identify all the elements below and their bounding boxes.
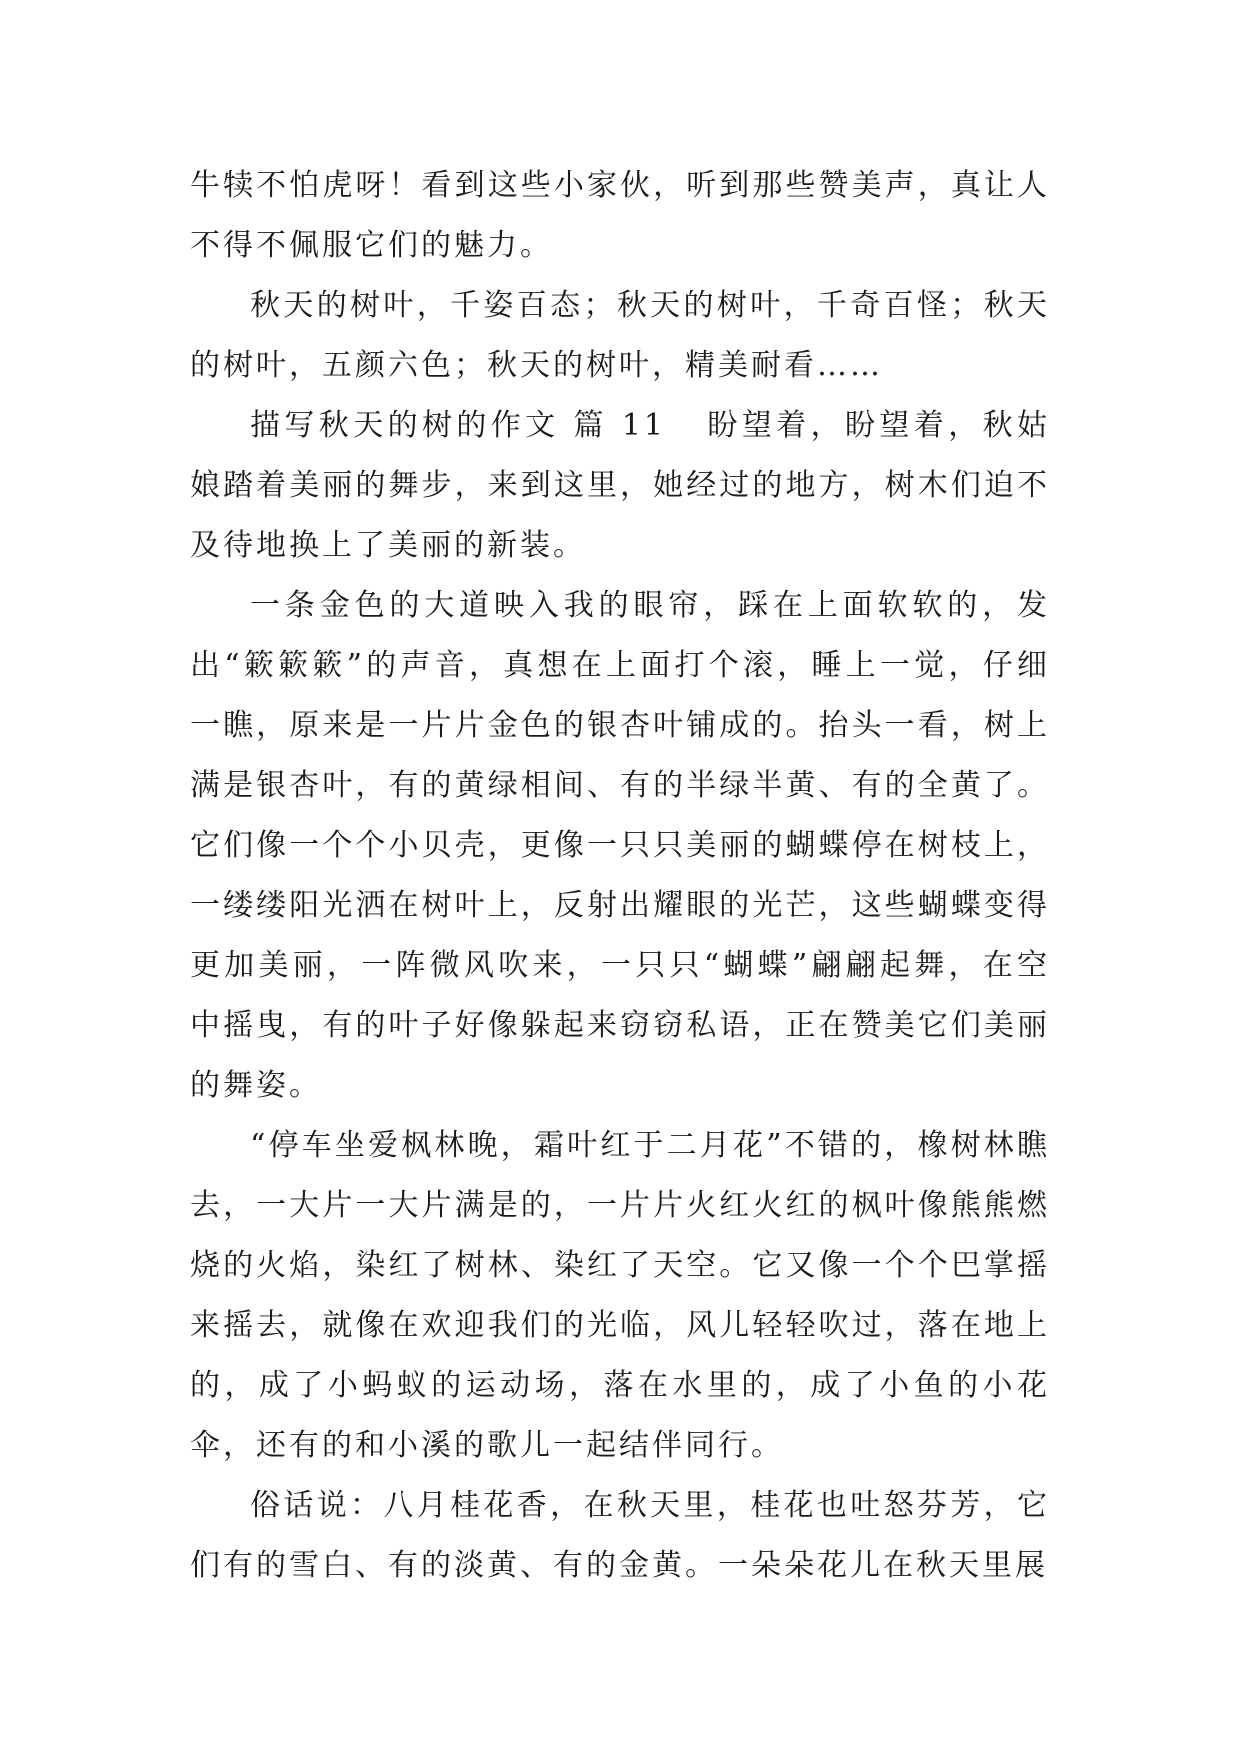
paragraph-2: 秋天的树叶，千姿百态；秋天的树叶，千奇百怪；秋天的树叶，五颜六色；秋天的树叶，精美耐看…… (190, 288, 1050, 383)
paragraph-1: 牛犊不怕虎呀！看到这些小家伙，听到那些赞美声，真让人不得不佩服它们的魅力。 (190, 168, 1050, 263)
paragraph-4: 一条金色的大道映入我的眼帘，踩在上面软软的，发出“簌簌簌”的声音，真想在上面打个滚，睡上一觉，仔细一瞧，原来是一片片金色的银杏叶铺成的。抬头一看，树上满是银杏叶，有的黄绿相间、有的半绿半黄、有的全黄了。它们像一个个小贝壳，更像一只只美丽的蝴蝶停在树枝上，一缕缕阳光洒在树叶上，反射出耀眼的光芒，这些蝴蝶变得更加美丽，一阵微风吹来，一只只“蝴蝶”翩翩起舞，在空中摇曳，有的叶子好像躲起来窃窃私语，正在赞美它们美丽的舞姿。 (190, 588, 1050, 1103)
paragraph-6: 俗话说：八月桂花香，在秋天里，桂花也吐怒芬芳，它们有的雪白、有的淡黄、有的金黄。一朵朵花儿在秋天里展 (190, 1488, 1050, 1583)
section-heading: 描写秋天的树的作文 篇 11 (250, 408, 667, 443)
document-body (190, 156, 1050, 1596)
paragraph-3-text: 盼望着，盼望着，秋姑娘踏着美丽的舞步，来到这里，她经过的地方，树木们迫不及待地换上了美丽的新装。 (190, 408, 1051, 563)
paragraph-5: “停车坐爱枫林晚，霜叶红于二月花”不错的，橡树林瞧去，一大片一大片满是的，一片片火红火红的枫叶像熊熊燃烧的火焰，染红了树林、染红了天空。它又像一个个巴掌摇来摇去，就像在欢迎我们的光临，风儿轻轻吹过，落在地上的，成了小蚂蚁的运动场，落在水里的，成了小鱼的小花伞，还有的和小溪的歌儿一起结伴同行。 (190, 1128, 1050, 1463)
paragraph-3 (190, 396, 1050, 576)
